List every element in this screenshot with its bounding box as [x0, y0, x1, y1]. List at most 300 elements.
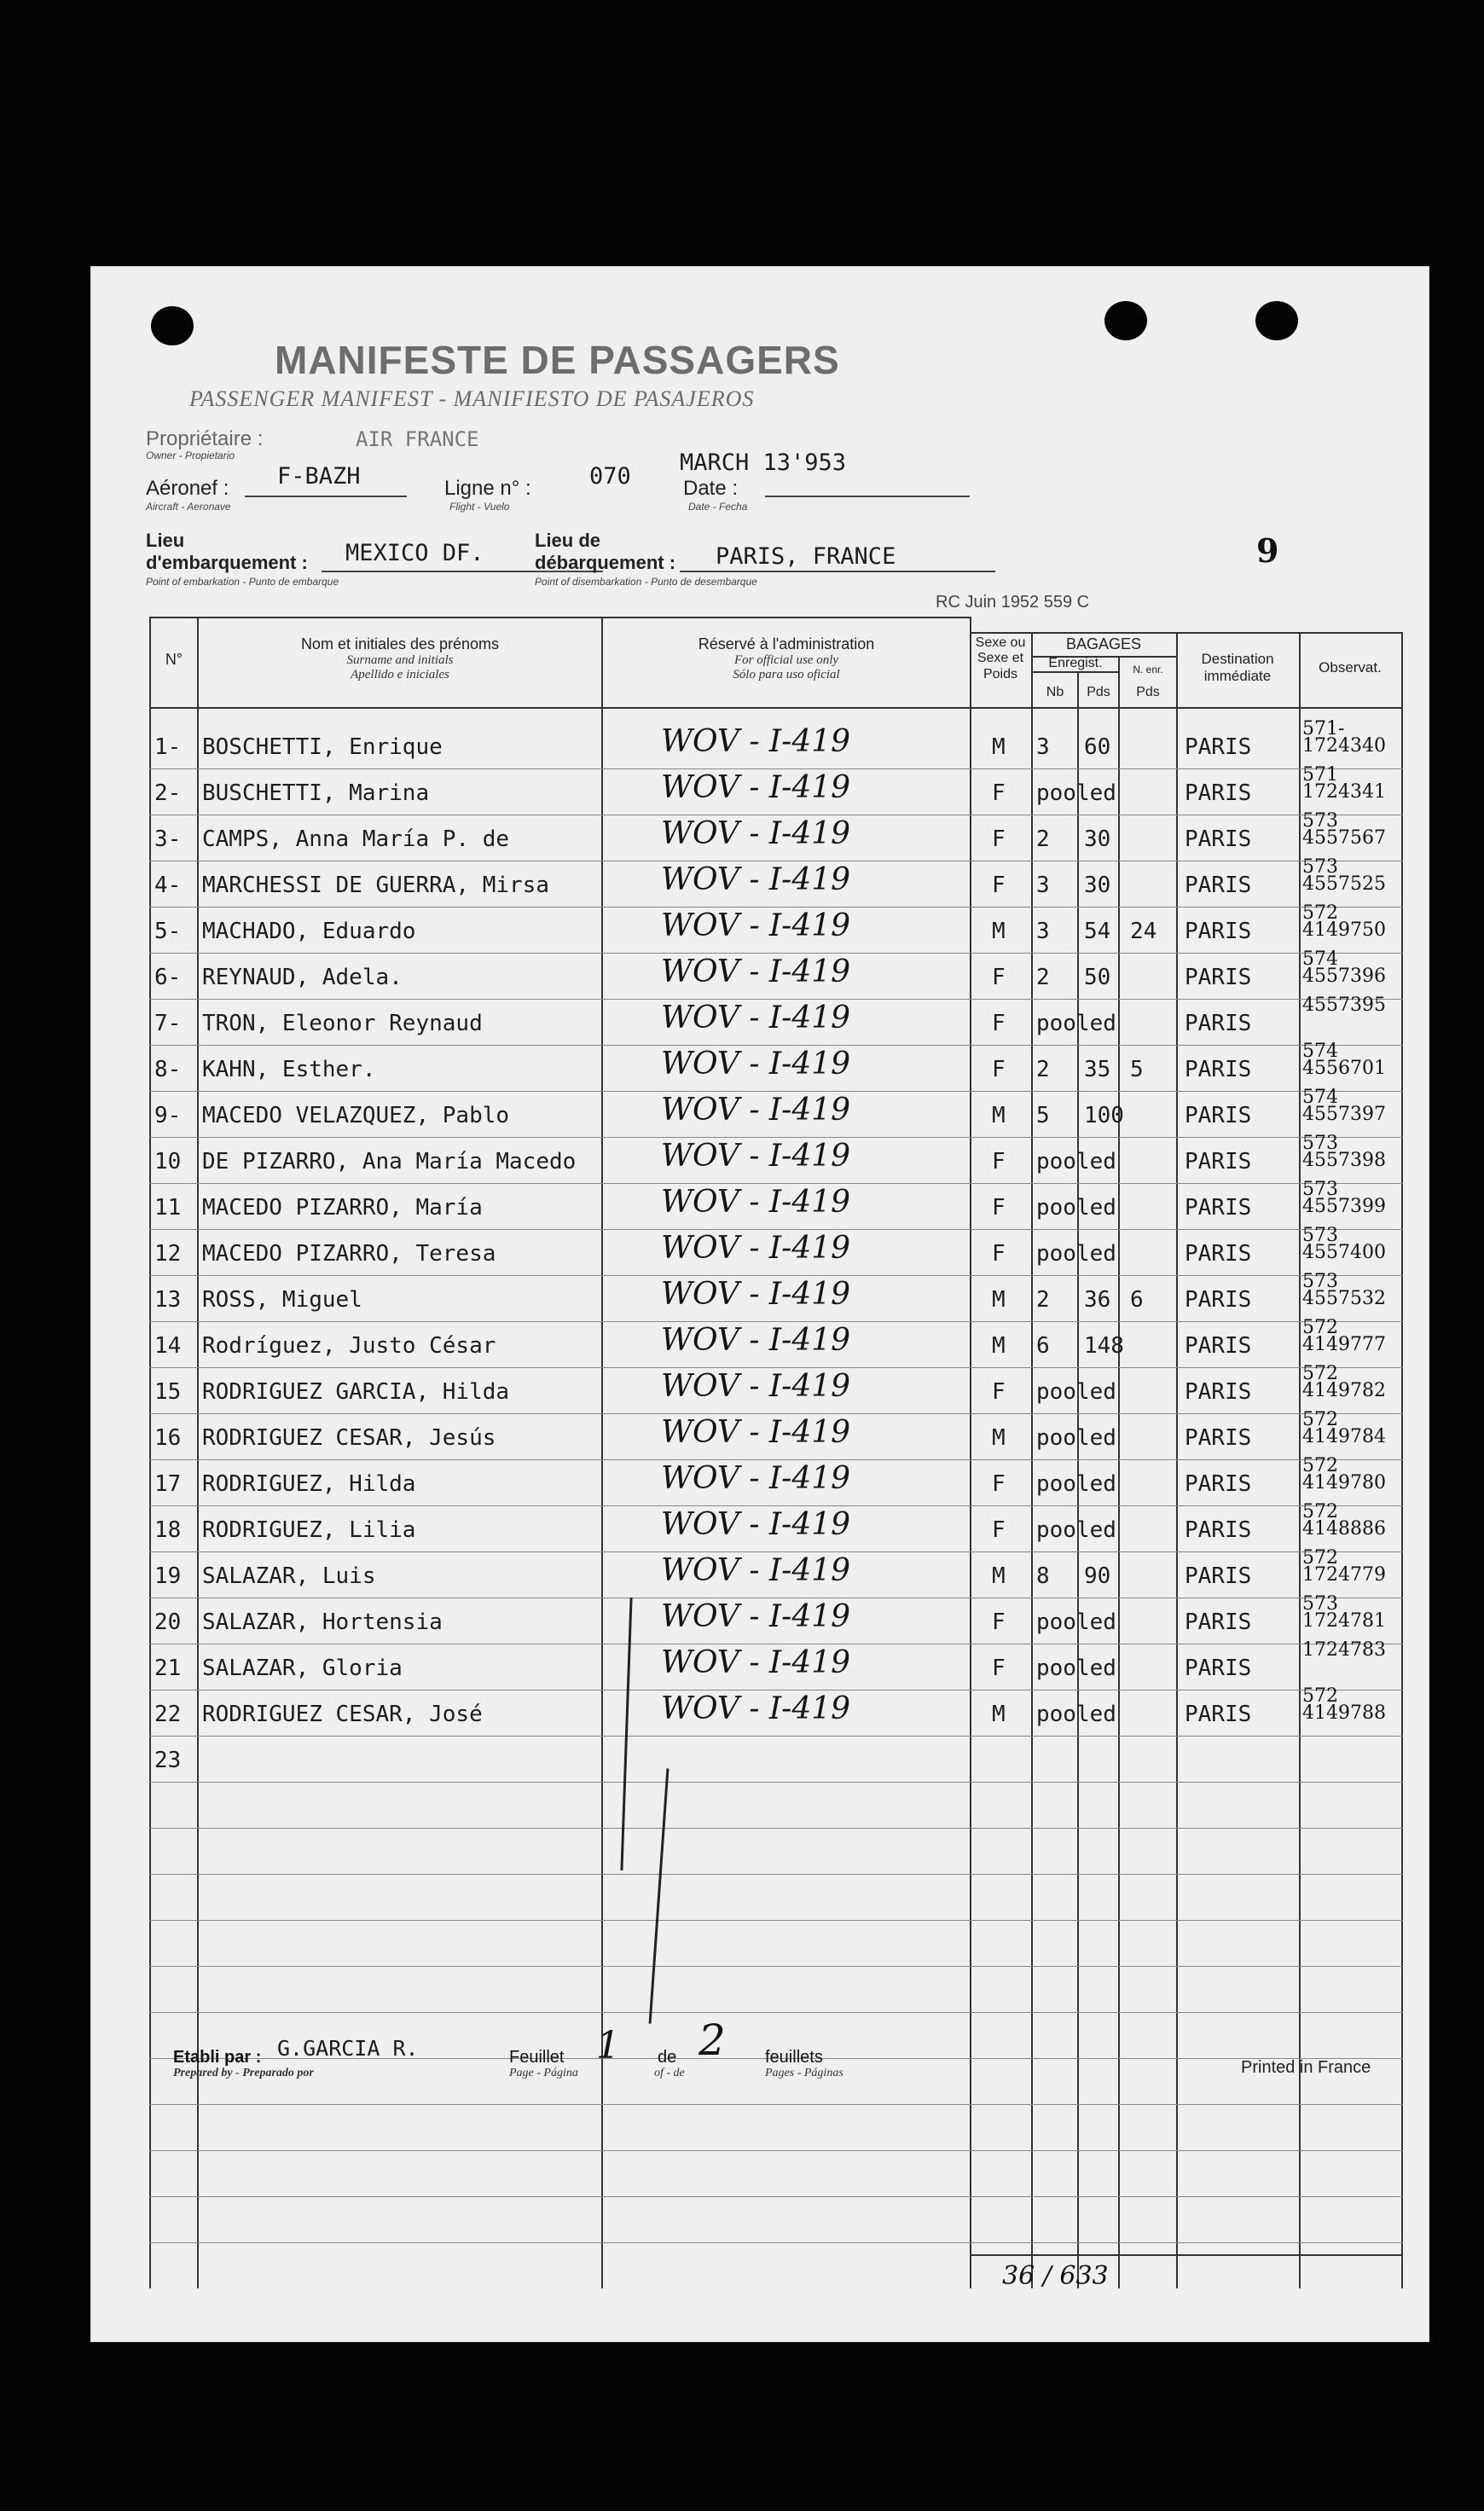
cell-dest: PARIS: [1185, 965, 1252, 990]
cell-dest: PARIS: [1185, 780, 1252, 806]
cell-sex: F: [992, 1471, 1006, 1497]
punch-hole-middle: [1104, 301, 1147, 340]
sheets-sub: Pages - Páginas: [765, 2067, 843, 2079]
cell-dest: PARIS: [1185, 1149, 1252, 1174]
cell-dest: PARIS: [1185, 1471, 1252, 1497]
cell-observation: [1302, 1409, 1386, 1447]
cell-dest: PARIS: [1185, 1241, 1252, 1267]
cell-admin: WOV - I-419: [661, 770, 851, 805]
cell-name: BOSCHETTI, Enrique: [202, 734, 443, 760]
row-separator: [149, 1736, 1403, 1737]
cell-dest: PARIS: [1185, 1425, 1252, 1451]
table-row: [149, 1041, 1403, 1093]
observation-code: 574: [1302, 1087, 1338, 1108]
cell-admin: WOV - I-419: [661, 1277, 851, 1312]
cell-admin: WOV - I-419: [661, 1645, 851, 1680]
cell-dest: PARIS: [1185, 734, 1252, 760]
cell-name: ROSS, Miguel: [202, 1287, 362, 1313]
cell-observation: [1302, 1501, 1386, 1540]
cell-sex: M: [992, 1563, 1006, 1589]
cell-admin: WOV - I-419: [661, 1000, 851, 1035]
observation-code: 572: [1302, 1363, 1338, 1384]
table-row: [149, 948, 1403, 1000]
cell-name: TRON, Eleonor Reynaud: [202, 1011, 483, 1036]
observation-code: 572: [1302, 902, 1338, 924]
header-carry: N. enr.: [1133, 664, 1163, 676]
cell-nb: pooled: [1036, 1702, 1116, 1727]
printed-in-france: Printed in France: [1241, 2058, 1371, 2077]
table-row: [149, 1455, 1403, 1507]
observation-code: 572: [1302, 1547, 1338, 1569]
cell-observation: [1302, 1547, 1386, 1586]
cell-pds: 30: [1084, 873, 1111, 898]
cell-admin: WOV - I-419: [661, 1369, 851, 1404]
cell-dest: PARIS: [1185, 1702, 1252, 1727]
cell-observation: [1302, 1181, 1386, 1215]
header-registered: Enregist.: [1048, 656, 1103, 670]
observation-code: 571-: [1302, 718, 1345, 739]
cell-sex: M: [992, 734, 1006, 760]
aircraft-sub: Aircraft - Aeronave: [146, 501, 231, 513]
cell-no: 18: [154, 1517, 182, 1543]
cell-no: 1-: [154, 734, 182, 760]
header-name-en: Surname and initials: [346, 652, 454, 667]
cell-no: 2-: [154, 780, 182, 806]
cell-observation: [1302, 718, 1386, 757]
sheet-sub: Page - Página: [509, 2067, 578, 2079]
observation-code: 571: [1302, 764, 1338, 786]
cell-observation: [1302, 1363, 1386, 1401]
cell-nb: pooled: [1036, 1195, 1116, 1221]
flight-label: Ligne n° :: [444, 477, 531, 500]
cell-sex: M: [992, 1287, 1006, 1313]
cell-nb: 2: [1036, 1057, 1050, 1082]
flight-value: 070: [589, 463, 631, 490]
cell-nb: pooled: [1036, 1241, 1116, 1267]
cell-observation: [1302, 1319, 1386, 1354]
cell-admin: WOV - I-419: [661, 816, 851, 851]
observation-code: 573: [1302, 856, 1338, 878]
cell-nb: pooled: [1036, 1379, 1116, 1405]
table-row: [149, 1593, 1403, 1645]
cell-name: MACEDO VELAZQUEZ, Pablo: [202, 1103, 510, 1128]
empty-row-line: [149, 2242, 1403, 2243]
observation-ticket: 1724781: [1302, 1609, 1386, 1632]
empty-row-line: [149, 2196, 1403, 2197]
observation-ticket: 4149780: [1302, 1471, 1386, 1493]
aircraft-value: F-BAZH: [277, 463, 361, 490]
owner-label: Propriétaire :: [146, 427, 264, 450]
cell-pds: 35: [1084, 1057, 1111, 1082]
cell-dest: PARIS: [1185, 1287, 1252, 1313]
cell-carry: 6: [1130, 1287, 1144, 1313]
observation-ticket: 4556701: [1302, 1057, 1386, 1079]
cell-observation: [1302, 1685, 1386, 1724]
manifest-subtitle: PASSENGER MANIFEST - MANIFIESTO DE PASAJEROS: [189, 386, 755, 411]
row-separator: [149, 1782, 1403, 1783]
punch-hole-left: [151, 306, 194, 345]
cell-admin: WOV - I-419: [661, 1415, 851, 1450]
row-separator: [149, 907, 1403, 908]
sheets-label: feuillets: [765, 2048, 823, 2067]
header-bottom-border: [149, 707, 1403, 709]
manifest-sheet: [90, 266, 1429, 2342]
cell-admin: WOV - I-419: [661, 724, 851, 759]
cell-observation: [1302, 902, 1386, 941]
observation-ticket: 4557396: [1302, 965, 1386, 987]
cell-observation: [1302, 764, 1386, 803]
cell-dest: PARIS: [1185, 1333, 1252, 1359]
cell-no: 23: [154, 1748, 182, 1773]
manifest-title: MANIFESTE DE PASSAGERS: [275, 338, 840, 382]
cell-dest: PARIS: [1185, 1011, 1252, 1036]
cell-name: DE PIZARRO, Ana María Macedo: [202, 1149, 577, 1174]
cell-dest: PARIS: [1185, 1609, 1252, 1635]
cell-nb: pooled: [1036, 1609, 1116, 1635]
cell-dest: PARIS: [1185, 1057, 1252, 1082]
cell-nb: pooled: [1036, 1471, 1116, 1497]
header-nb: Nb: [1046, 685, 1064, 699]
cell-name: KAHN, Esther.: [202, 1057, 376, 1082]
cell-sex: M: [992, 919, 1006, 944]
cell-no: 19: [154, 1563, 182, 1589]
owner-sub: Owner - Propietario: [146, 449, 235, 461]
cell-observation: [1302, 997, 1386, 1014]
header-admin: [605, 635, 968, 682]
cell-no: 21: [154, 1656, 182, 1681]
cell-admin: WOV - I-419: [661, 1553, 851, 1588]
cell-sex: F: [992, 873, 1006, 898]
cell-nb: pooled: [1036, 1149, 1116, 1174]
table-row: [149, 1225, 1403, 1277]
prepared-by-sub: Prepared by - Preparado por: [173, 2067, 314, 2079]
cell-no: 14: [154, 1333, 182, 1359]
cell-sex: F: [992, 1057, 1006, 1082]
cell-admin: WOV - I-419: [661, 1507, 851, 1542]
cell-nb: 2: [1036, 965, 1050, 990]
row-separator: [149, 1413, 1403, 1414]
cell-no: 20: [154, 1609, 182, 1635]
cell-name: SALAZAR, Hortensia: [202, 1609, 443, 1635]
cell-sex: F: [992, 826, 1006, 852]
header-name-fr: Nom et initiales des prénoms: [300, 635, 500, 652]
table-row: [149, 1179, 1403, 1231]
cell-no: 9-: [154, 1103, 182, 1128]
observation-code: 572: [1302, 1409, 1338, 1430]
cell-dest: PARIS: [1185, 1195, 1252, 1221]
cell-admin: WOV - I-419: [661, 862, 851, 897]
cell-sex: F: [992, 1379, 1006, 1405]
cell-no: 7-: [154, 1011, 182, 1036]
table-row: [149, 1501, 1403, 1553]
header-baggage: BAGAGES: [1065, 635, 1142, 652]
row-separator: [149, 1229, 1403, 1230]
cell-carry: 24: [1130, 919, 1157, 944]
table-row: [149, 1737, 1403, 1783]
embark-label-1: Lieu: [146, 530, 185, 551]
sheet-value: 1: [596, 2024, 620, 2067]
disembark-label-2: débarquement :: [535, 552, 676, 573]
observation-ticket: 4149788: [1302, 1702, 1386, 1724]
cell-name: RODRIGUEZ CESAR, José: [202, 1702, 483, 1727]
cell-observation: [1302, 1227, 1386, 1261]
empty-row-line: [149, 2150, 1403, 2151]
cell-nb: 3: [1036, 873, 1050, 898]
cell-observation: [1302, 1593, 1386, 1632]
observation-ticket: 4557399: [1302, 1195, 1386, 1217]
cell-observation: [1302, 1089, 1386, 1123]
header-observations: Observat.: [1319, 659, 1382, 676]
observation-code: 572: [1302, 1685, 1338, 1707]
cell-nb: 3: [1036, 734, 1050, 760]
header-admin-fr: Réservé à l'administration: [698, 635, 875, 652]
disembark-value: PARIS, FRANCE: [716, 543, 896, 570]
cell-nb: 2: [1036, 1287, 1050, 1313]
of-sub: of - de: [654, 2067, 685, 2079]
cell-observation: [1302, 1043, 1386, 1077]
observation-ticket: 4557532: [1302, 1287, 1386, 1309]
table-row: [149, 764, 1403, 816]
cell-pds: 54: [1084, 919, 1111, 944]
observation-code: 572: [1302, 1501, 1338, 1522]
of-label: de: [658, 2048, 677, 2067]
row-separator: [149, 1505, 1403, 1506]
baggage-totals: 36 / 633: [1002, 2261, 1109, 2291]
cell-no: 17: [154, 1471, 182, 1497]
cell-name: MACEDO PIZARRO, Teresa: [202, 1241, 496, 1267]
date-value: MARCH 13'953: [680, 449, 847, 476]
cell-nb: 2: [1036, 826, 1050, 852]
cell-no: 4-: [154, 873, 182, 898]
row-separator: [149, 1275, 1403, 1276]
cell-admin: WOV - I-419: [661, 1231, 851, 1266]
header-name: [200, 635, 600, 682]
header-pds: Pds: [1087, 685, 1110, 699]
row-separator: [149, 1183, 1403, 1184]
cell-no: 15: [154, 1379, 182, 1405]
table-row: [149, 1133, 1403, 1185]
cell-no: 13: [154, 1287, 182, 1313]
observation-code: 573: [1302, 810, 1338, 832]
cell-no: 6-: [154, 965, 182, 990]
cell-observation: [1302, 1135, 1386, 1169]
flight-sub: Flight - Vuelo: [449, 501, 510, 513]
cell-admin: WOV - I-419: [661, 1691, 851, 1726]
prepared-by-label: Etabli par :: [173, 2048, 262, 2067]
cell-pds: 50: [1084, 965, 1111, 990]
header-admin-es: Sólo para uso oficial: [733, 667, 840, 681]
cell-no: 8-: [154, 1057, 182, 1082]
cell-admin: WOV - I-419: [661, 1139, 851, 1174]
cell-sex: F: [992, 780, 1006, 806]
aircraft-underline: [245, 496, 407, 497]
cell-nb: pooled: [1036, 780, 1116, 806]
cell-sex: M: [992, 1103, 1006, 1128]
cell-name: Rodríguez, Justo César: [202, 1333, 496, 1359]
cell-name: BUSCHETTI, Marina: [202, 780, 430, 806]
cell-dest: PARIS: [1185, 826, 1252, 852]
cell-no: 22: [154, 1702, 182, 1727]
page-number: 9: [1256, 531, 1279, 570]
observation-ticket: 4557395: [1302, 995, 1386, 1016]
observation-code: 574: [1302, 1041, 1338, 1062]
cell-no: 11: [154, 1195, 182, 1221]
date-underline: [765, 496, 970, 497]
cell-observation: [1302, 948, 1386, 987]
cell-name: SALAZAR, Gloria: [202, 1656, 403, 1681]
row-separator: [149, 953, 1403, 954]
table-top-border: [149, 617, 970, 618]
table-row: [149, 810, 1403, 862]
cell-name: RODRIGUEZ CESAR, Jesús: [202, 1425, 496, 1451]
disembark-underline: [680, 571, 995, 572]
cell-name: RODRIGUEZ, Hilda: [202, 1471, 416, 1497]
cell-dest: PARIS: [1185, 1563, 1252, 1589]
table-row: [149, 1087, 1403, 1139]
empty-row-line: [149, 2012, 1403, 2013]
table-row: [149, 902, 1403, 954]
observation-code: 573: [1302, 1271, 1338, 1292]
header-name-es: Apellido e iniciales: [351, 667, 449, 681]
cell-observation: [1302, 1639, 1386, 1661]
embark-value: MEXICO DF.: [345, 540, 484, 566]
cell-nb: pooled: [1036, 1425, 1116, 1451]
observation-ticket: 4557567: [1302, 826, 1386, 849]
table-row: [149, 995, 1403, 1047]
cell-name: CAMPS, Anna María P. de: [202, 826, 510, 852]
observation-ticket: 4557397: [1302, 1103, 1386, 1125]
row-separator: [149, 999, 1403, 1000]
cell-no: 10: [154, 1149, 182, 1174]
cell-name: MACHADO, Eduardo: [202, 919, 416, 944]
observation-code: 572: [1302, 1317, 1338, 1338]
observation-ticket: 4149777: [1302, 1333, 1386, 1355]
cell-sex: F: [992, 1241, 1006, 1267]
cell-no: 3-: [154, 826, 182, 852]
cell-nb: 8: [1036, 1563, 1050, 1589]
cell-sex: F: [992, 1517, 1006, 1543]
observation-code: 573: [1302, 1225, 1338, 1246]
observation-ticket: 1724341: [1302, 780, 1386, 803]
row-separator: [149, 1045, 1403, 1046]
header-admin-en: For official use only: [733, 652, 839, 667]
cell-sex: M: [992, 1702, 1006, 1727]
table-row: [149, 1639, 1403, 1691]
cell-no: 16: [154, 1425, 182, 1451]
observation-ticket: 4557398: [1302, 1149, 1386, 1171]
cell-sex: F: [992, 1195, 1006, 1221]
empty-row-line: [149, 1920, 1403, 1921]
cell-name: RODRIGUEZ GARCIA, Hilda: [202, 1379, 510, 1405]
observation-ticket: 4149750: [1302, 919, 1386, 941]
cell-admin: WOV - I-419: [661, 908, 851, 943]
table-row: [149, 718, 1403, 770]
row-separator: [149, 1459, 1403, 1460]
cell-sex: M: [992, 1425, 1006, 1451]
cell-sex: F: [992, 965, 1006, 990]
cell-nb: pooled: [1036, 1517, 1116, 1543]
observation-code: 573: [1302, 1593, 1338, 1615]
cell-nb: pooled: [1036, 1656, 1116, 1681]
cell-carry: 5: [1130, 1057, 1144, 1082]
observation-code: 574: [1302, 948, 1338, 970]
row-separator: [149, 1091, 1403, 1092]
cell-sex: M: [992, 1333, 1006, 1359]
cell-no: 12: [154, 1241, 182, 1267]
cell-dest: PARIS: [1185, 919, 1252, 944]
prepared-by-value: G.GARCIA R.: [277, 2036, 419, 2061]
header-destination: Destination immédiate: [1201, 651, 1274, 684]
table-row: [149, 1363, 1403, 1415]
row-separator: [149, 1137, 1403, 1138]
cell-admin: WOV - I-419: [661, 1461, 851, 1496]
totals-line: [970, 2254, 1401, 2256]
embark-label-2: d'embarquement :: [146, 552, 308, 573]
cell-sex: F: [992, 1656, 1006, 1681]
cell-pds: 30: [1084, 826, 1111, 852]
form-reference: RC Juin 1952 559 C: [936, 593, 1090, 612]
cell-pds: 60: [1084, 734, 1111, 760]
cell-admin: WOV - I-419: [661, 1599, 851, 1634]
observation-ticket: 1724340: [1302, 734, 1386, 757]
family-bracket-mark-2: [649, 1768, 670, 2023]
cell-name: REYNAUD, Adela.: [202, 965, 403, 990]
observation-ticket: 1724783: [1302, 1639, 1386, 1661]
observation-code: 573: [1302, 1179, 1338, 1200]
observation-code: 572: [1302, 1455, 1338, 1476]
header-no: N°: [165, 651, 183, 668]
cell-observation: [1302, 810, 1386, 849]
observation-code: 573: [1302, 1133, 1338, 1154]
cell-dest: PARIS: [1185, 1379, 1252, 1405]
observation-ticket: 4149784: [1302, 1425, 1386, 1447]
cell-name: SALAZAR, Luis: [202, 1563, 376, 1589]
date-sub: Date - Fecha: [688, 501, 748, 513]
cell-name: RODRIGUEZ, Lilia: [202, 1517, 416, 1543]
cell-nb: 3: [1036, 919, 1050, 944]
cell-sex: F: [992, 1011, 1006, 1036]
date-label: Date :: [683, 477, 739, 500]
cell-nb: 5: [1036, 1103, 1050, 1128]
cell-nb: pooled: [1036, 1011, 1116, 1036]
observation-ticket: 4557525: [1302, 873, 1386, 895]
of-value: 2: [699, 2015, 726, 2065]
table-top-border-right: [970, 632, 1403, 634]
owner-value: AIR FRANCE: [356, 427, 479, 451]
observation-ticket: 4557400: [1302, 1241, 1386, 1263]
empty-row-line: [149, 1874, 1403, 1875]
empty-row-line: [149, 1828, 1403, 1829]
table-row: [149, 856, 1403, 908]
observation-ticket: 4148886: [1302, 1517, 1386, 1540]
cell-dest: PARIS: [1185, 1517, 1252, 1543]
cell-name: MACEDO PIZARRO, María: [202, 1195, 483, 1221]
disembark-sub: Point of disembarkation - Punto de desembarque: [535, 576, 757, 588]
table-row: [149, 1685, 1403, 1737]
cell-pds: 100: [1084, 1103, 1124, 1128]
cell-observation: [1302, 856, 1386, 895]
cell-nb: 6: [1036, 1333, 1050, 1359]
cell-admin: WOV - I-419: [661, 1185, 851, 1220]
cell-sex: F: [992, 1149, 1006, 1174]
table-row: [149, 1317, 1403, 1369]
table-row: [149, 1271, 1403, 1323]
aircraft-label: Aéronef :: [146, 477, 229, 500]
sheet-label: Feuillet: [509, 2048, 565, 2067]
cell-name: MARCHESSI DE GUERRA, Mirsa: [202, 873, 549, 898]
row-separator: [149, 768, 1403, 769]
observation-ticket: 1724779: [1302, 1563, 1386, 1586]
